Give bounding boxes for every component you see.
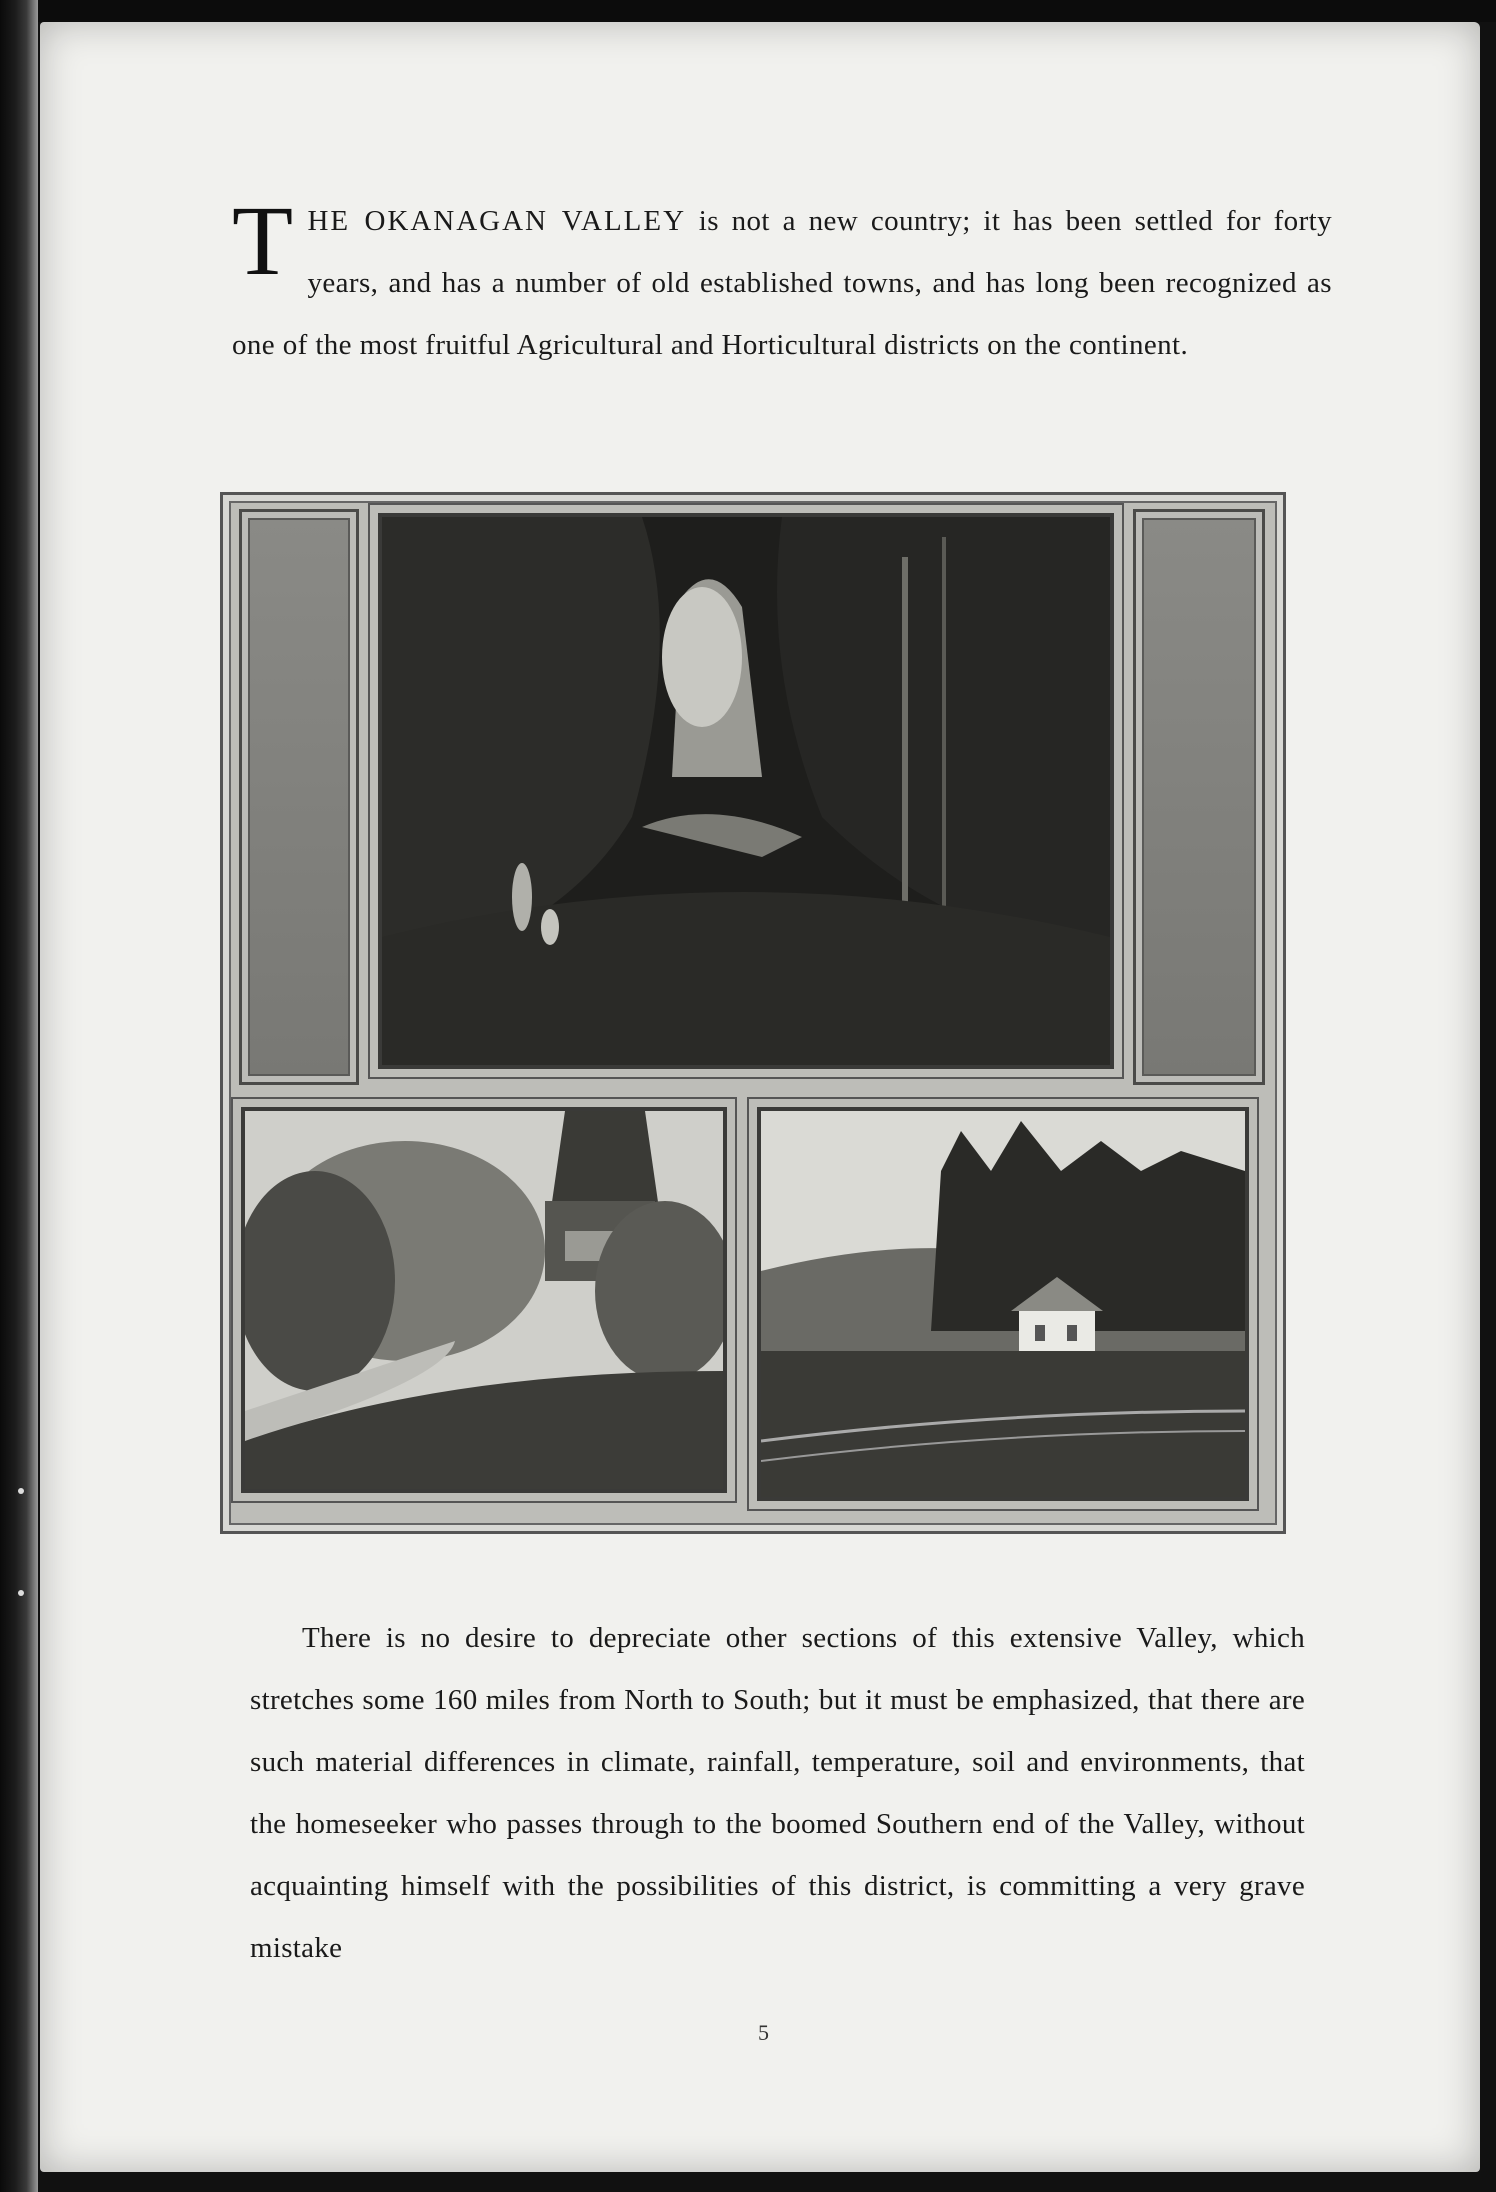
book-page bbox=[40, 22, 1480, 2172]
farmhouse-in-valley-icon bbox=[757, 1107, 1249, 1501]
intro-text: is not a new country; it has been settled for forty years, and has a number of old established towns, and has long been recognized as one of the most fruitful Agricultural and Horticultural districts on the continent. bbox=[232, 205, 1332, 361]
drop-cap: T bbox=[232, 185, 294, 296]
binding-mark bbox=[18, 1590, 24, 1596]
orchard-house-and-road-icon bbox=[241, 1107, 727, 1493]
intro-lead: HE OKANAGAN VALLEY bbox=[307, 205, 687, 237]
page-number: 5 bbox=[758, 2020, 769, 2045]
intro-paragraph bbox=[232, 185, 1332, 376]
left-ornament-panel bbox=[239, 509, 359, 1085]
binding-mark bbox=[18, 1488, 24, 1494]
wooded-grove-with-figures-icon bbox=[378, 513, 1114, 1069]
facing-page-edge bbox=[0, 0, 38, 2192]
right-ornament-panel bbox=[1133, 509, 1265, 1085]
photo-plate bbox=[220, 492, 1286, 1534]
scan-top-edge bbox=[0, 0, 1496, 22]
body-paragraph: There is no desire to depreciate other sections of this extensive Valley, which stretches some 160 miles from North to South; but it must be emphasized, that there are such material differences in climate, rainfall, temperature, soil and environments, that the homeseeker who passes through to the boomed Southern end of the Valley, without acquainting himself with the possibilities of this district, is committing a very grave mistake bbox=[250, 1622, 1305, 1964]
